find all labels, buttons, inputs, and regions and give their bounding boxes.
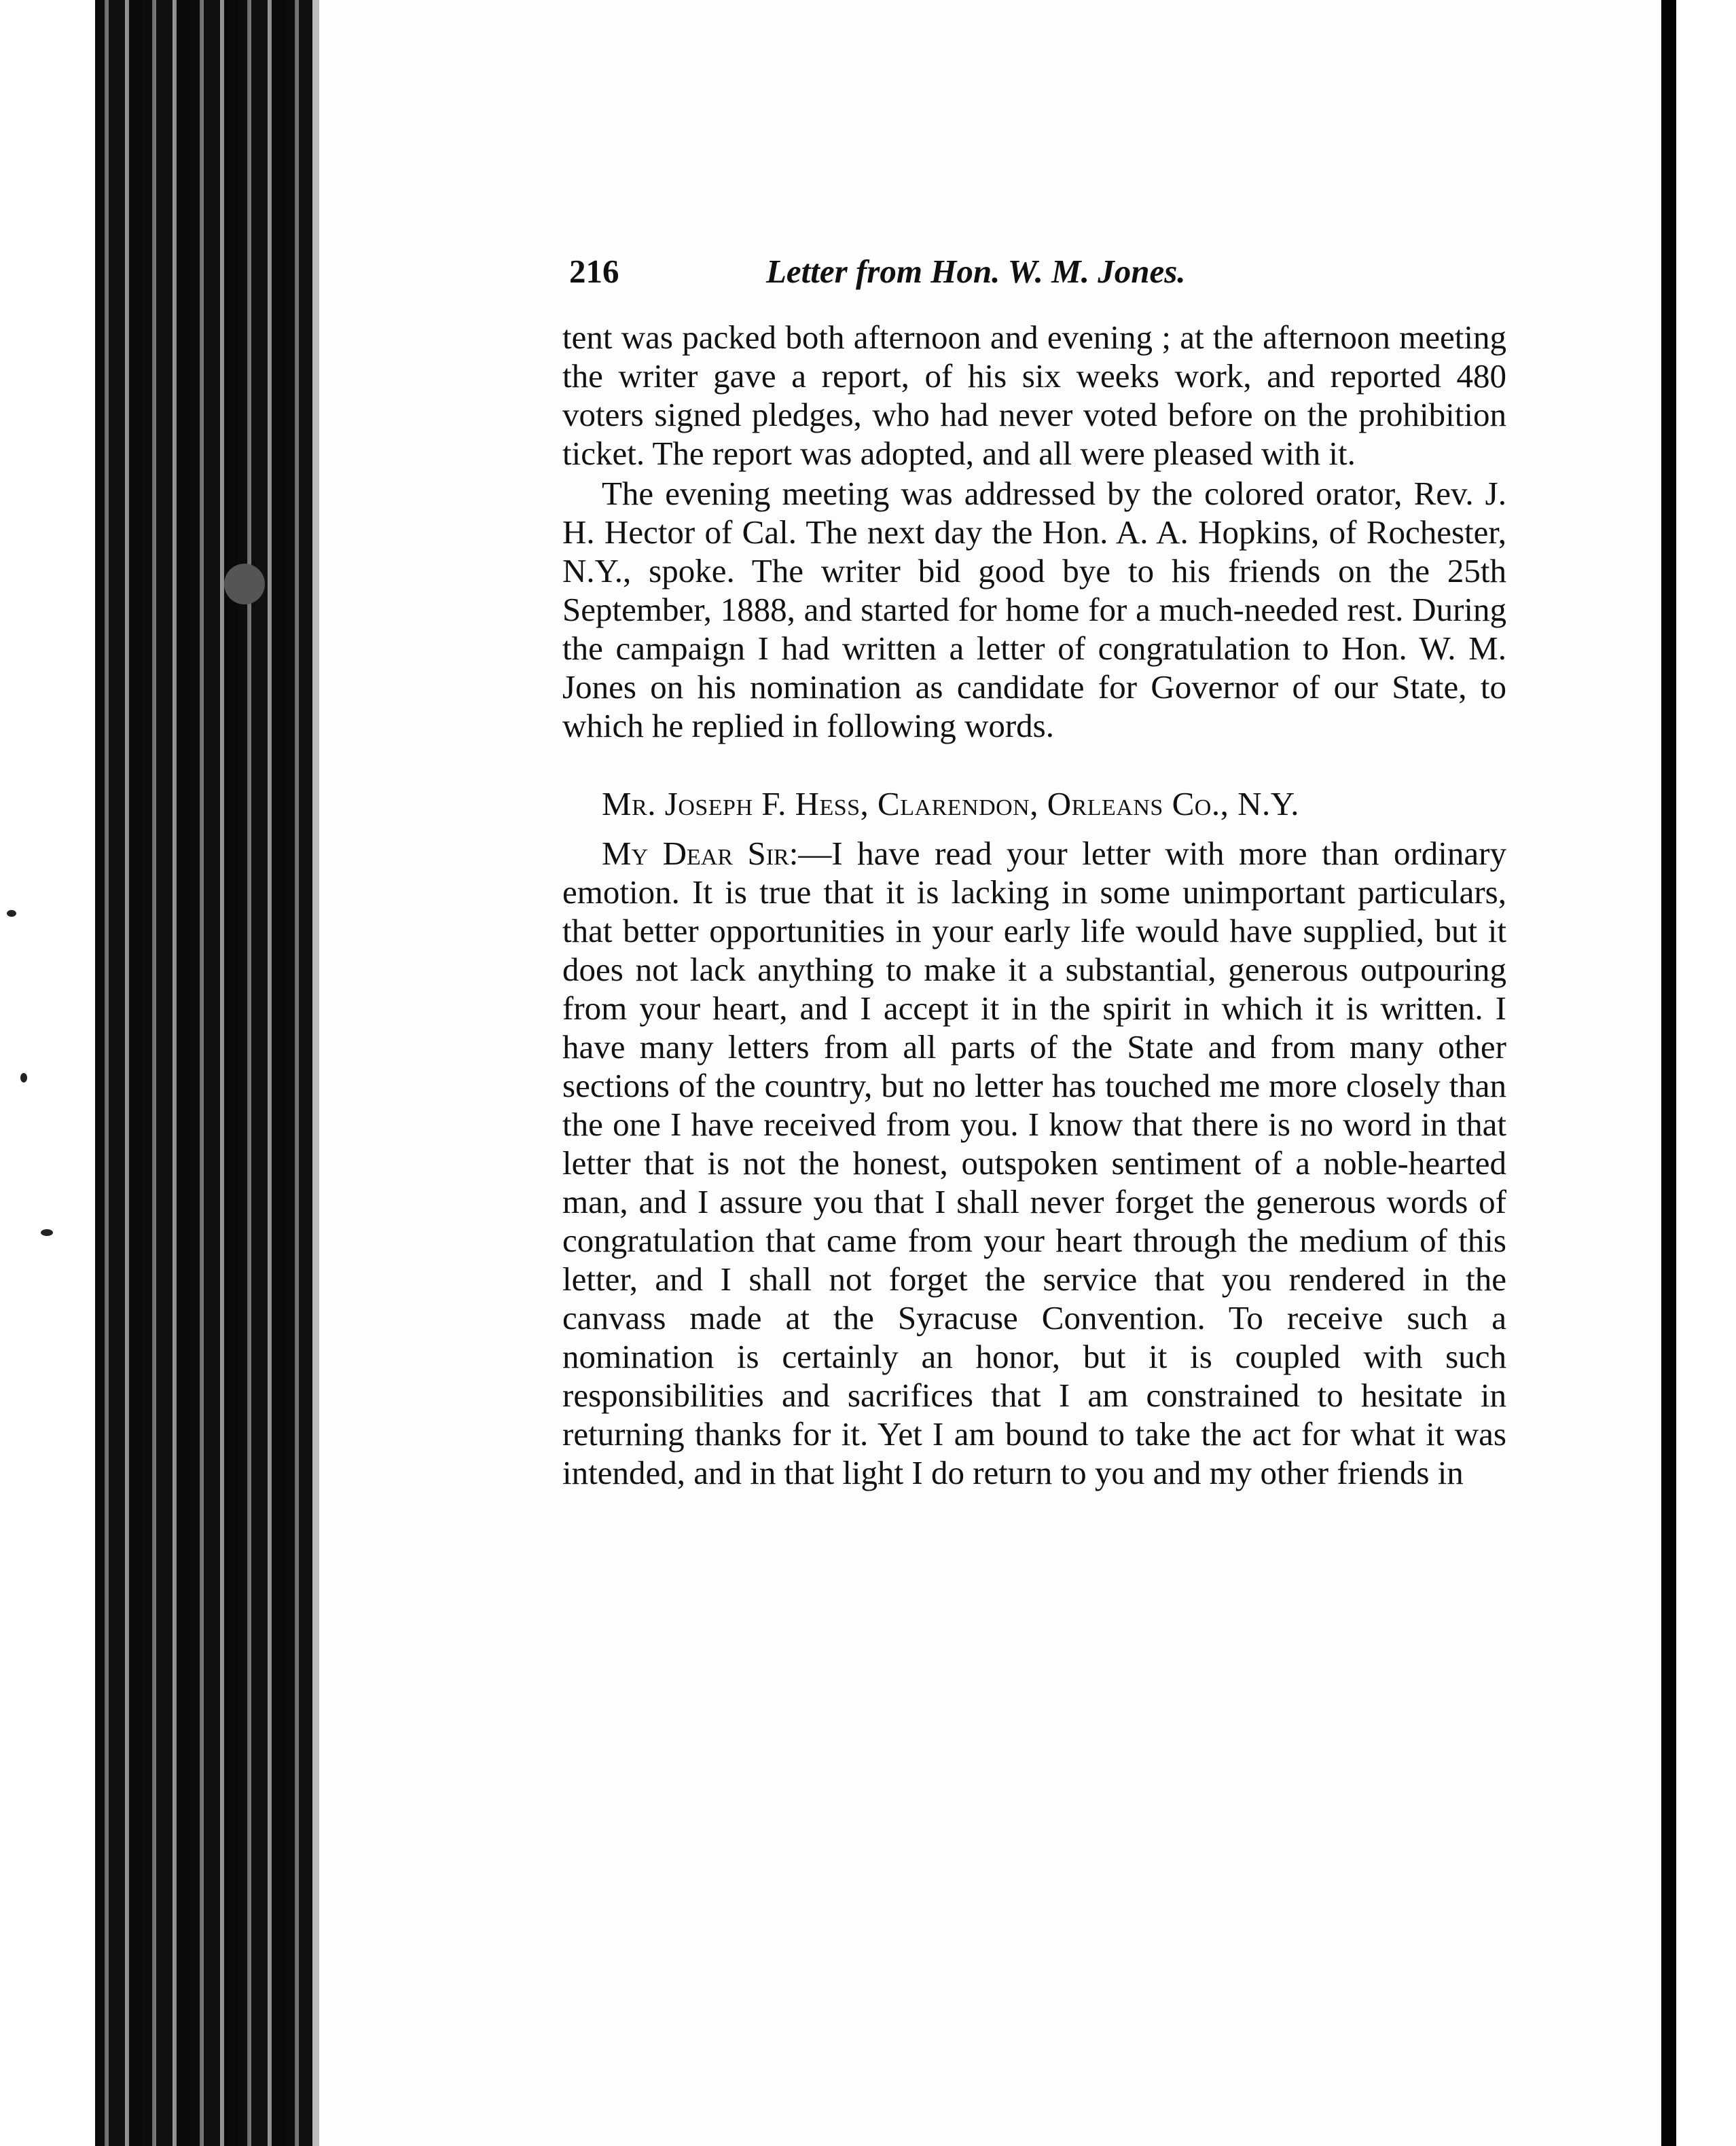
page-content xyxy=(562,251,1506,1492)
book-page-edges xyxy=(95,0,319,2146)
paragraph-continuation: tent was packed both afternoon and evening ; at the afternoon meeting the writer gave a report, of his six weeks work, and reported 480 voters signed pledges, who had never voted before on the prohibition ticket. The report was adopted, and all were pleased with it. xyxy=(562,319,1506,472)
letter-salutation: My Dear Sir xyxy=(602,835,789,872)
letter-body xyxy=(562,834,1506,1492)
scan-speck xyxy=(7,910,16,917)
letter-address: Mr. Joseph F. Hess, Clarendon, Orleans Co., N.Y. xyxy=(602,785,1300,822)
page-number: 216 xyxy=(569,253,619,290)
letter-text: :—I have read your letter with more than ordinary emotion. It is true that it is lacking in some unimportant particulars, that better opportunities in your early life would have supplied, but it does not lack anything to make it a substantial, generous outpouring from your heart, and I accept it in the spirit in which it is written. I have many letters from all parts of the State and from many other sections of the country, but no letter has touched me more closely than the one I have received from you. I know that there is no word in that letter that is not the honest, outspoken sentiment of a noble-hearted man, and I assure you that I shall never forget the generous words of congratulation that came from your heart through the medium of this letter, and I shall not forget the service that you rendered in the canvass made at the Syracuse Convention. To receive such a nomination is certainly an honor, but it is coupled with such responsibilities and sacrifices that I am constrained to hesitate in returning thanks for it. Yet I am bound to take the act for what it was intended, and in that light I do return to you and my other friends in xyxy=(562,835,1506,1491)
scan-left-margin xyxy=(0,0,95,2146)
scan-speck xyxy=(20,1073,27,1083)
running-head xyxy=(569,251,1506,292)
scan-speck xyxy=(41,1229,53,1236)
scan-right-edge xyxy=(1661,0,1736,2146)
running-title: Letter from Hon. W. M. Jones. xyxy=(766,253,1186,290)
paragraph-evening-meeting: The evening meeting was addressed by the colored orator, Rev. J. H. Hector of Cal. The next day the Hon. A. A. Hopkins, of Rochester, N.Y., spoke. The writer bid good bye to his friends on the 25th September, 1888, and started for home for a much-needed rest. During the campaign I had written a letter of congratulation to Hon. W. M. Jones on his nomination as candidate for Governor of our State, to which he replied in following words. xyxy=(562,475,1506,744)
scan-blot xyxy=(224,564,265,604)
